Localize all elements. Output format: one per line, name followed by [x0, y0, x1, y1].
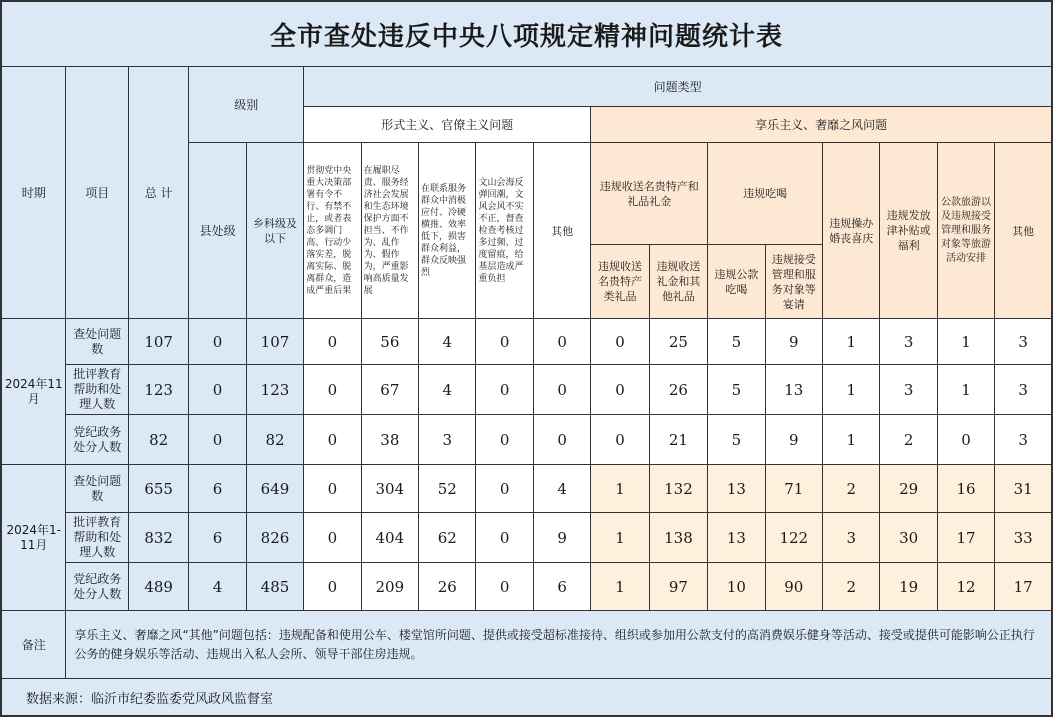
value-cell: 3	[995, 415, 1052, 465]
value-cell: 3	[880, 365, 937, 415]
value-cell: 0	[533, 415, 590, 465]
value-cell: 2	[880, 415, 937, 465]
value-cell: 1	[591, 513, 649, 563]
value-cell: 1	[823, 415, 880, 465]
value-cell: 26	[649, 365, 707, 415]
value-cell: 1	[937, 365, 994, 415]
value-cell: 0	[304, 319, 361, 365]
header-township-level: 乡科级及以下	[246, 143, 303, 319]
header-period: 时期	[2, 67, 66, 319]
table-row	[2, 513, 1052, 563]
value-cell: 1	[591, 465, 649, 513]
value-cell: 0	[533, 365, 590, 415]
value-cell: 29	[880, 465, 937, 513]
value-cell: 6	[189, 513, 246, 563]
period-cell: 2024年1-11月	[2, 465, 66, 611]
value-cell: 4	[419, 365, 476, 415]
value-cell: 3	[995, 365, 1052, 415]
value-cell: 2	[823, 563, 880, 611]
value-cell: 0	[591, 415, 649, 465]
value-cell: 0	[304, 465, 361, 513]
value-cell: 82	[246, 415, 303, 465]
value-cell: 82	[128, 415, 188, 465]
value-cell: 0	[189, 415, 246, 465]
value-cell: 0	[591, 365, 649, 415]
header-formalism-service: 在联系服务群众中消极应付、冷硬横推、效率低下，损害群众利益，群众反映强烈	[419, 143, 476, 319]
data-source: 数据来源：临沂市纪委监委党风政风监督室	[2, 679, 1052, 716]
value-cell: 4	[533, 465, 590, 513]
table-row	[2, 415, 1052, 465]
value-cell: 19	[880, 563, 937, 611]
header-problem-type: 问题类型	[304, 67, 1052, 107]
value-cell: 0	[304, 365, 361, 415]
value-cell: 0	[476, 513, 533, 563]
value-cell: 655	[128, 465, 188, 513]
value-cell: 489	[128, 563, 188, 611]
value-cell: 404	[361, 513, 418, 563]
value-cell: 13	[708, 465, 765, 513]
table-title: 全市查处违反中央八项规定精神问题统计表	[2, 2, 1052, 67]
value-cell: 97	[649, 563, 707, 611]
note-text: 享乐主义、奢靡之风“其他”问题包括：违规配备和使用公车、楼堂馆所问题、提供或接受超标准接待、组织或参加用公款支付的高消费娱乐健身等活动、接受或提供可能影响公正执行公务的健身娱乐等活动、违规出入私人会所、领导干部住房违规。	[66, 611, 1052, 679]
value-cell: 4	[419, 319, 476, 365]
value-cell: 9	[765, 319, 822, 365]
header-formalism-other: 其他	[533, 143, 590, 319]
item-cell: 查处问题数	[66, 319, 128, 365]
header-county-level: 县处级	[189, 143, 246, 319]
value-cell: 2	[823, 465, 880, 513]
header-formalism-decision: 贯彻党中央重大决策部署有令不行、有禁不止，或者表态多调门高、行动少落实差，脱离实际、脱离群众，造成严重后果	[304, 143, 361, 319]
value-cell: 0	[304, 415, 361, 465]
item-cell: 批评教育帮助和处理人数	[66, 365, 128, 415]
value-cell: 3	[823, 513, 880, 563]
value-cell: 13	[765, 365, 822, 415]
value-cell: 38	[361, 415, 418, 465]
value-cell: 0	[533, 319, 590, 365]
table-row	[2, 365, 1052, 415]
value-cell: 123	[246, 365, 303, 415]
value-cell: 30	[880, 513, 937, 563]
value-cell: 5	[708, 319, 765, 365]
header-gift-group: 违规收送名贵特产和礼品礼金	[591, 143, 708, 245]
value-cell: 21	[649, 415, 707, 465]
table-row	[2, 563, 1052, 611]
item-cell: 党纪政务处分人数	[66, 415, 128, 465]
value-cell: 17	[995, 563, 1052, 611]
value-cell: 209	[361, 563, 418, 611]
value-cell: 1	[937, 319, 994, 365]
header-gift-specialty: 违规收送名贵特产类礼品	[591, 245, 649, 319]
item-cell: 查处问题数	[66, 465, 128, 513]
value-cell: 0	[476, 465, 533, 513]
value-cell: 0	[304, 563, 361, 611]
table-row	[2, 319, 1052, 365]
value-cell: 122	[765, 513, 822, 563]
header-formalism: 形式主义、官僚主义问题	[304, 107, 591, 143]
value-cell: 0	[476, 319, 533, 365]
value-cell: 16	[937, 465, 994, 513]
value-cell: 90	[765, 563, 822, 611]
value-cell: 832	[128, 513, 188, 563]
value-cell: 0	[937, 415, 994, 465]
value-cell: 71	[765, 465, 822, 513]
value-cell: 3	[419, 415, 476, 465]
value-cell: 3	[880, 319, 937, 365]
value-cell: 649	[246, 465, 303, 513]
value-cell: 4	[189, 563, 246, 611]
header-wedding: 违规操办婚丧喜庆	[823, 143, 880, 319]
value-cell: 26	[419, 563, 476, 611]
value-cell: 138	[649, 513, 707, 563]
header-level: 级别	[189, 67, 304, 143]
value-cell: 0	[591, 319, 649, 365]
header-formalism-meetings: 文山会海反弹回潮，文风会风不实不正，督查检查考核过多过频、过度留痕，给基层造成严重负担	[476, 143, 533, 319]
value-cell: 0	[189, 319, 246, 365]
value-cell: 1	[591, 563, 649, 611]
value-cell: 5	[708, 365, 765, 415]
header-eating-banquet: 违规接受管理和服务对象等宴请	[765, 245, 822, 319]
value-cell: 52	[419, 465, 476, 513]
header-gift-cash: 违规收送礼金和其他礼品	[649, 245, 707, 319]
value-cell: 31	[995, 465, 1052, 513]
header-total: 总 计	[128, 67, 188, 319]
value-cell: 6	[189, 465, 246, 513]
header-formalism-duty: 在履职尽责、服务经济社会发展和生态环境保护方面不担当、不作为、乱作为、假作为，严重影响高质量发展	[361, 143, 418, 319]
value-cell: 5	[708, 415, 765, 465]
period-cell: 2024年11月	[2, 319, 66, 465]
header-subsidy: 违规发放津补贴或福利	[880, 143, 937, 319]
value-cell: 485	[246, 563, 303, 611]
statistics-table	[1, 1, 1052, 716]
value-cell: 1	[823, 319, 880, 365]
value-cell: 304	[361, 465, 418, 513]
header-hedonism: 享乐主义、奢靡之风问题	[591, 107, 1052, 143]
value-cell: 17	[937, 513, 994, 563]
header-hedonism-other: 其他	[995, 143, 1052, 319]
header-eating-group: 违规吃喝	[708, 143, 823, 245]
value-cell: 62	[419, 513, 476, 563]
value-cell: 12	[937, 563, 994, 611]
value-cell: 0	[476, 563, 533, 611]
value-cell: 0	[476, 415, 533, 465]
value-cell: 107	[128, 319, 188, 365]
value-cell: 6	[533, 563, 590, 611]
value-cell: 0	[189, 365, 246, 415]
value-cell: 107	[246, 319, 303, 365]
value-cell: 9	[765, 415, 822, 465]
value-cell: 3	[995, 319, 1052, 365]
header-travel: 公款旅游以及违规接受管理和服务对象等旅游活动安排	[937, 143, 994, 319]
value-cell: 9	[533, 513, 590, 563]
table-body	[2, 319, 1052, 611]
item-cell: 批评教育帮助和处理人数	[66, 513, 128, 563]
value-cell: 132	[649, 465, 707, 513]
value-cell: 56	[361, 319, 418, 365]
value-cell: 67	[361, 365, 418, 415]
table-row	[2, 465, 1052, 513]
value-cell: 10	[708, 563, 765, 611]
value-cell: 0	[304, 513, 361, 563]
value-cell: 826	[246, 513, 303, 563]
item-cell: 党纪政务处分人数	[66, 563, 128, 611]
value-cell: 13	[708, 513, 765, 563]
header-item: 项目	[66, 67, 128, 319]
note-label: 备注	[2, 611, 66, 679]
value-cell: 25	[649, 319, 707, 365]
value-cell: 0	[476, 365, 533, 415]
value-cell: 123	[128, 365, 188, 415]
value-cell: 33	[995, 513, 1052, 563]
value-cell: 1	[823, 365, 880, 415]
header-eating-public: 违规公款吃喝	[708, 245, 765, 319]
